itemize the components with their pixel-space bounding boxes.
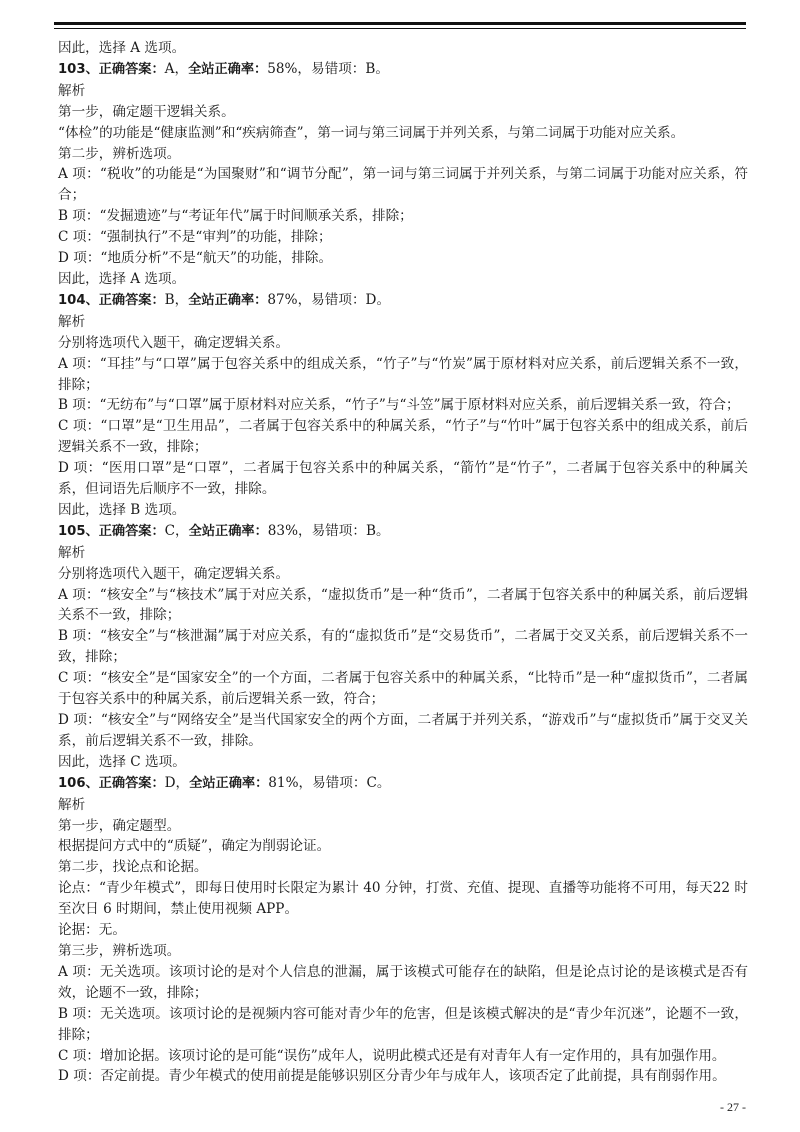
header-rule-thick [54,22,746,25]
analysis-line: 解析 [58,313,86,330]
analysis-line: A 项：“核安全”与“核技术”属于对应关系，“虚拟货币”是一种“货币”，二者属于包容关系中的种属关系，前后逻辑关系不一致，排除； [58,586,748,624]
analysis-line: C 项：“口罩”是“卫生用品”，二者属于包容关系中的种属关系，“竹子”与“竹叶”属于包容关系中的组成关系，前后逻辑关系不一致，排除； [58,418,748,456]
analysis-line: 根据提问方式中的“质疑”，确定为削弱论证。 [58,838,331,855]
analysis-line: 论点：“青少年模式”，即每日使用时长限定为累计 40 分钟，打赏、充值、提现、直播等功能将不可用，每天22 时至次日 6 时期间，禁止使用视频 APP。 [58,880,748,918]
analysis-line: B 项：“发掘遗迹”与“考证年代”属于时间顺承关系，排除； [58,208,413,225]
analysis-line: D 项：否定前提。青少年模式的使用前提是能够识别区分青少年与成年人，该项否定了此前提，具有削弱作用。 [58,1068,726,1085]
question-header-105: 105、正确答案：C，全站正确率：83%，易错项：B。 [58,522,390,539]
analysis-line: 因此，选择 A 选项。 [58,270,186,287]
analysis-line: B 项：“核安全”与“核泄漏”属于对应关系，有的“虚拟货币”是“交易货币”，二者属于交叉关系，前后逻辑关系不一致，排除； [58,628,748,666]
question-header-103: 103、正确答案：A，全站正确率：58%，易错项：B。 [58,60,389,77]
document-body [58,38,748,1087]
analysis-line: C 项：“强制执行”不是“审判”的功能，排除； [58,229,332,246]
question-header-104: 104、正确答案：B，全站正确率：87%，易错项：D。 [58,291,391,308]
analysis-line: D 项：“核安全”与“网络安全”是当代国家安全的两个方面，二者属于并列关系，“游戏币”与“虚拟货币”属于交叉关系，前后逻辑关系不一致，排除。 [58,712,748,749]
analysis-line: D 项：“医用口罩”是“口罩”，二者属于包容关系中的种属关系，“箭竹”是“竹子”，二者属于包容关系中的种属关系，但词语先后顺序不一致，排除。 [58,460,748,498]
page-number: - 27 - [720,1100,746,1114]
analysis-line: 解析 [58,82,86,99]
analysis-line: 解析 [58,796,86,813]
analysis-line: 第三步，辨析选项。 [58,942,181,959]
analysis-line: B 项：“无纺布”与“口罩”属于原材料对应关系，“竹子”与“斗笠”属于原材料对应关系，前后逻辑关系一致，符合； [58,397,740,414]
analysis-line: 分别将选项代入题干，确定逻辑关系。 [58,334,290,351]
analysis-line: 论据：无。 [58,922,126,939]
analysis-line: 分别将选项代入题干，确定逻辑关系。 [58,565,290,582]
analysis-line: D 项：“地质分析”不是“航天”的功能，排除。 [58,250,333,267]
analysis-line: 第二步，辨析选项。 [58,145,181,162]
analysis-line: 第二步，找论点和论据。 [58,859,208,876]
analysis-line: B 项：无关选项。该项讨论的是视频内容可能对青少年的危害，但是该模式解决的是“青少年沉迷”，论题不一致，排除； [58,1005,748,1043]
analysis-line: A 项：“耳挂”与“口罩”属于包容关系中的组成关系，“竹子”与“竹炭”属于原材料对应关系，前后逻辑关系不一致，排除； [58,355,748,393]
analysis-line: 第一步，确定题型。 [58,817,181,834]
analysis-line: A 项：无关选项。该项讨论的是对个人信息的泄漏，属于该模式可能存在的缺陷，但是论点讨论的是该模式是否有效，论题不一致，排除； [58,963,748,1001]
analysis-line: 因此，选择 C 选项。 [58,753,186,770]
analysis-line: C 项：增加论据。该项讨论的是可能“误伤”成年人，说明此模式还是有对青年人有一定作用的，具有加强作用。 [58,1047,726,1064]
analysis-line: 第一步，确定题干逻辑关系。 [58,103,235,120]
analysis-line: 因此，选择 B 选项。 [58,501,186,518]
intro-line: 因此，选择 A 选项。 [58,40,186,56]
analysis-line: 解析 [58,544,86,561]
header-rule-thin [54,28,746,29]
analysis-line: A 项：“税收”的功能是“为国聚财”和“调节分配”，第一词与第三词属于并列关系，与第二词属于功能对应关系，符合； [58,166,748,204]
analysis-line: C 项：“核安全”是“国家安全”的一个方面，二者属于包容关系中的种属关系，“比特币”是一种“虚拟货币”，二者属于包容关系中的种属关系，前后逻辑关系一致，符合； [58,670,748,708]
analysis-line: “体检”的功能是“健康监测”和“疾病筛查”，第一词与第三词属于并列关系，与第二词属于功能对应关系。 [58,124,685,141]
question-header-106: 106、正确答案：D，全站正确率：81%，易错项：C。 [58,774,391,791]
